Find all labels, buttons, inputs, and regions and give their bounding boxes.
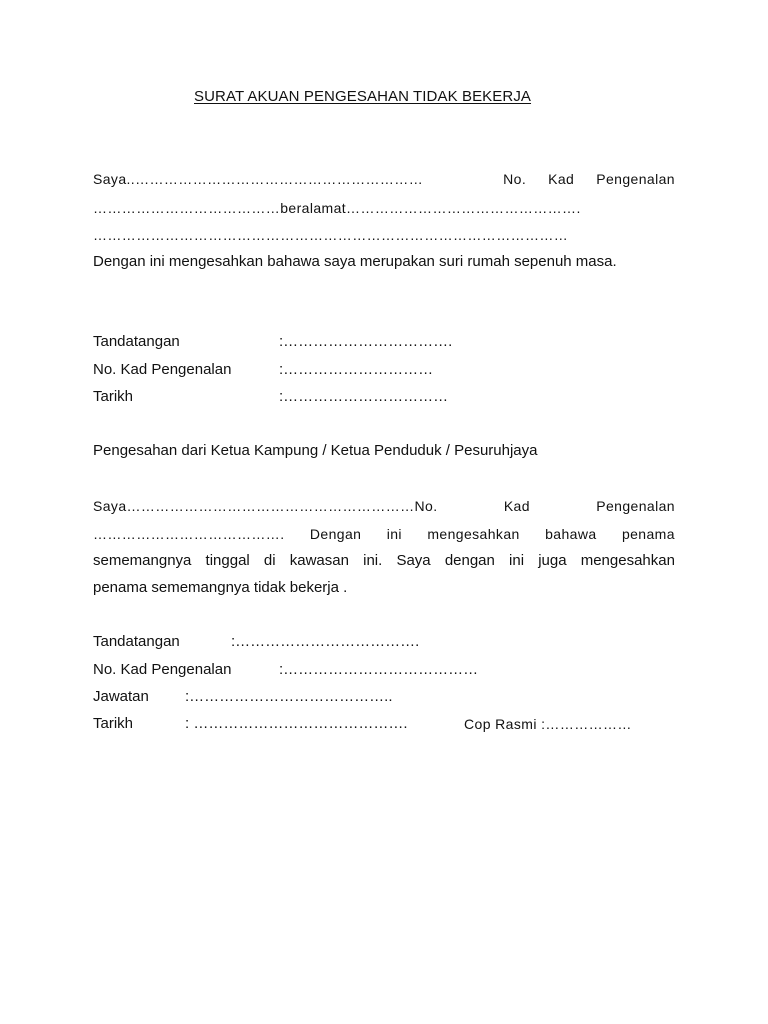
applicant-pengenalan-text: Pengenalan <box>596 171 675 187</box>
document-title: SURAT AKUAN PENGESAHAN TIDAK BEKERJA <box>194 88 532 105</box>
applicant-name-blank: Saya..…………………………………………………… <box>93 171 424 187</box>
applicant-no-text: No. <box>503 171 527 187</box>
applicant-address-continuation: ……………………………………………………………………………………… <box>93 227 569 243</box>
verifier-word: penama <box>621 526 675 542</box>
verifier-word: Saya <box>396 552 431 569</box>
verifier-word: ini. <box>363 552 383 569</box>
verifier-word: mengesahkan <box>580 552 675 569</box>
verifier-line-3 <box>93 552 675 570</box>
verifier-pengenalan-text: Pengenalan <box>596 498 675 514</box>
verifier-date-label: Tarikh <box>93 715 134 732</box>
verifier-word: kawasan <box>289 552 349 569</box>
applicant-ic-blank: :………………………… <box>279 361 434 378</box>
verifier-date-blank: : ……………………………………. <box>185 715 408 732</box>
applicant-line-1 <box>93 170 675 188</box>
verifier-signature-blank: :………………………………. <box>231 633 420 650</box>
verifier-word: di <box>263 552 276 569</box>
verifier-word: dengan <box>444 552 495 569</box>
applicant-signature-label: Tandatangan <box>93 333 180 350</box>
verifier-position-label: Jawatan <box>93 688 149 705</box>
official-stamp-field: Cop Rasmi :……………… <box>464 716 632 732</box>
verifier-line-2 <box>93 525 675 543</box>
verifier-position-blank: :………………………………….. <box>185 688 393 705</box>
verifier-ic-blank: …………………………………. <box>93 526 285 542</box>
applicant-date-label: Tarikh <box>93 388 134 405</box>
verifier-word: tinggal <box>205 552 250 569</box>
verifier-word: ini <box>509 552 525 569</box>
verifier-kad-text: Kad <box>503 498 530 514</box>
verifier-ic-blank: :………………………………… <box>279 661 479 678</box>
applicant-ic-label: No. Kad Pengenalan <box>93 361 232 378</box>
verifier-signature-label: Tandatangan <box>93 633 180 650</box>
applicant-date-blank: :…………………………… <box>279 388 449 405</box>
verifier-word: ini <box>386 526 402 542</box>
applicant-kad-text: Kad <box>548 171 575 187</box>
verifier-word: bahawa <box>545 526 597 542</box>
applicant-address-line: …………………………………beralamat…………………………………………. <box>93 200 581 216</box>
verification-heading: Pengesahan dari Ketua Kampung / Ketua Penduduk / Pesuruhjaya <box>93 442 538 459</box>
verifier-line-4: penama sememangnya tidak bekerja . <box>93 579 348 596</box>
verifier-name-blank: Saya……………………………………………………No. <box>93 498 438 514</box>
verifier-ic-label: No. Kad Pengenalan <box>93 661 232 678</box>
verifier-word: juga <box>538 552 567 569</box>
applicant-ic-label-group <box>503 170 675 188</box>
applicant-declaration: Dengan ini mengesahkan bahawa saya merupakan suri rumah sepenuh masa. <box>93 253 617 270</box>
verifier-word: mengesahkan <box>427 526 520 542</box>
verifier-word: sememangnya <box>93 552 192 569</box>
applicant-signature-blank: :……………………………. <box>279 333 453 350</box>
verifier-line-1 <box>93 497 675 515</box>
verifier-word: Dengan <box>309 526 362 542</box>
